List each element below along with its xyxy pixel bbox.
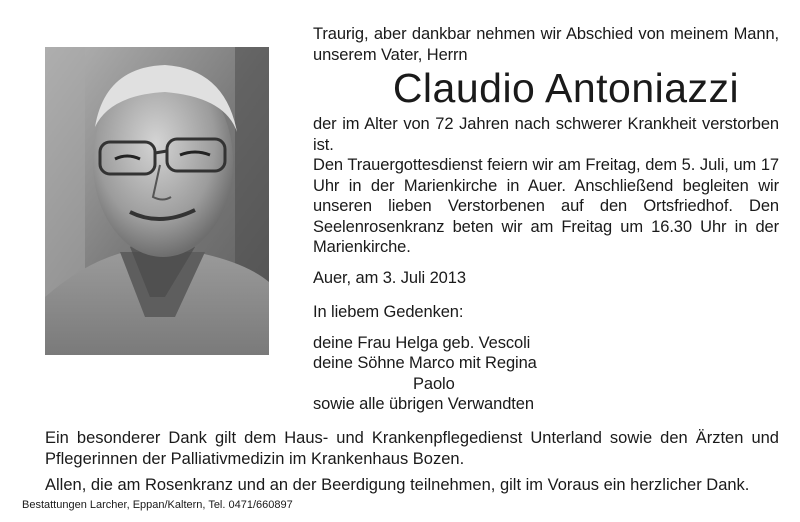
mourner-wife: deine Frau Helga geb. Vescoli	[313, 333, 531, 352]
place-date: Auer, am 3. Juli 2013	[313, 268, 466, 287]
service-details: Den Trauergottesdienst feiern wir am Freitag, dem 5. Juli, um 17 Uhr in der Marienkirche in Auer. Anschließend begleiten wir unseren lieben Verstorbenen auf den Ortsfriedhof. Den Seelenrosenkranz beten wir am Freitag um 16.30 Uhr in der Marienkirche.	[313, 156, 779, 256]
funeral-home-footer: Bestattungen Larcher, Eppan/Kaltern, Tel. 0471/660897	[22, 499, 293, 511]
mourner-sons: deine Söhne Marco mit Regina	[313, 354, 537, 372]
deceased-name: Claudio Antoniazzi	[392, 65, 740, 111]
mourners-block	[313, 302, 779, 415]
mourner-son-2: Paolo	[413, 374, 455, 393]
age-line: der im Alter von 72 Jahren nach schwerer Krankheit verstorben ist.	[313, 115, 779, 154]
main-text-column	[313, 24, 779, 415]
general-thanks: Allen, die am Rosenkranz und an der Beerdigung teilnehmen, gilt im Voraus ein herzlicher Dank.	[45, 476, 750, 494]
mourners-heading: In liebem Gedenken:	[313, 303, 464, 321]
intro-text: Traurig, aber dankbar nehmen wir Abschied von meinem Mann, unserem Vater, Herrn	[313, 25, 779, 64]
thanks-section	[45, 428, 779, 496]
portrait-illustration	[45, 47, 269, 355]
special-thanks: Ein besonderer Dank gilt dem Haus- und Krankenpflegedienst Unterland sowie den Ärzten und Pflegerinnen der Palliativmedizin im Krankenhaus Bozen.	[45, 429, 779, 468]
portrait-photo	[45, 47, 269, 355]
mourner-relatives: sowie alle übrigen Verwandten	[313, 395, 534, 413]
